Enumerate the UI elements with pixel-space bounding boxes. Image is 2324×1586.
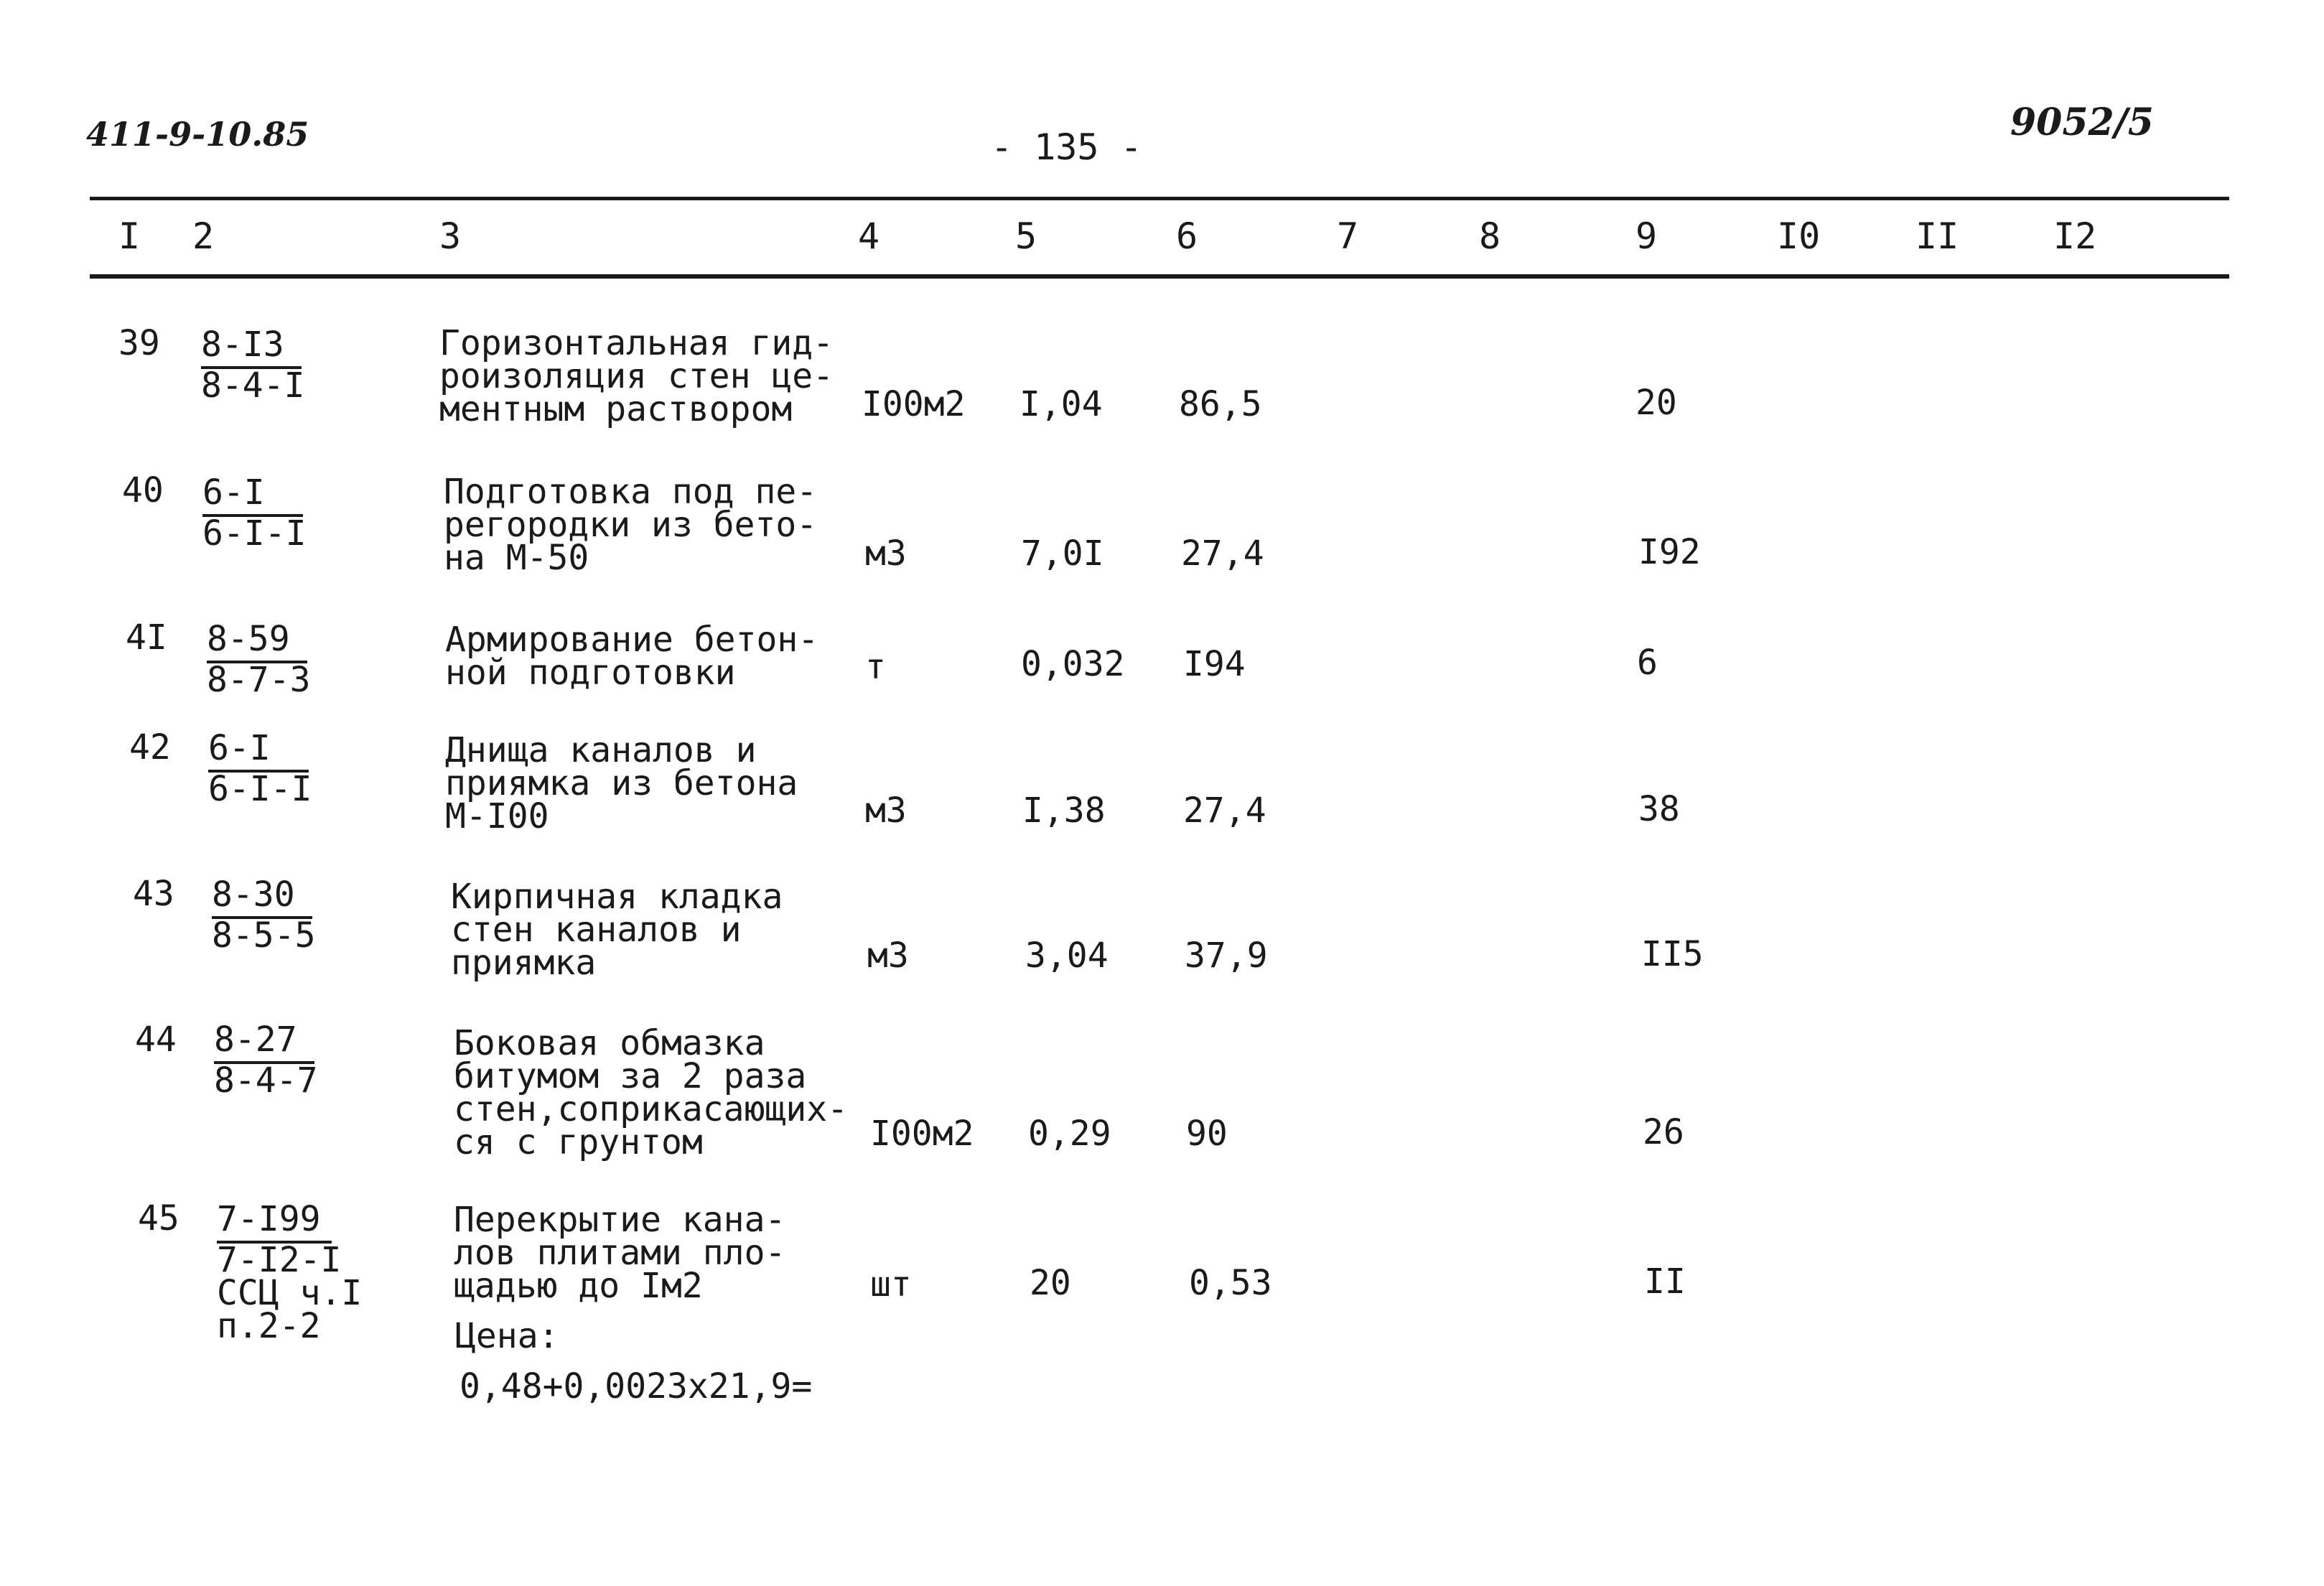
column-header: I2: [2053, 215, 2097, 257]
price-formula: 0,48+0,0023x21,9=: [459, 1366, 813, 1407]
norm-code-top: 6-I: [202, 472, 303, 517]
description-line: на М-50: [444, 538, 589, 578]
col9-cell: II: [1644, 1261, 1686, 1302]
unit-cell: т: [865, 647, 886, 687]
description-line: щадью до Iм2: [454, 1266, 703, 1306]
norm-code: [208, 728, 312, 809]
column-header: 3: [439, 215, 462, 257]
column-header: I: [118, 215, 141, 257]
row-number: 45: [138, 1198, 179, 1239]
norm-code-top: 8-59: [207, 619, 307, 663]
description-line: регородки из бето-: [444, 505, 818, 545]
row-number: 44: [135, 1020, 177, 1060]
norm-code: [212, 874, 316, 956]
row-number: 40: [122, 470, 164, 510]
col9-cell: 6: [1637, 643, 1658, 683]
header-rule-top: [90, 197, 2229, 200]
work-description: [439, 323, 834, 429]
row-number: 39: [118, 323, 160, 363]
description-line: ной подготовки: [445, 653, 736, 693]
description-line: стен каналов и: [451, 910, 742, 950]
column-header: II: [1915, 215, 1959, 257]
norm-code-line: ССЦ ч.I: [217, 1273, 363, 1313]
norm-code-top: 6-I: [208, 728, 309, 773]
quantity-cell: 7,0I: [1021, 533, 1104, 574]
column-header: 7: [1337, 215, 1359, 257]
column-header: 9: [1635, 215, 1658, 257]
page-number: - 135 -: [991, 126, 1142, 168]
description-line: ся с грунтом: [454, 1122, 703, 1162]
norm-code: [201, 325, 305, 406]
row-number: 43: [133, 874, 174, 914]
quantity-cell: I,38: [1022, 790, 1106, 831]
description-line: стен,соприкасающих-: [454, 1089, 849, 1129]
unit-cell: I00м2: [870, 1114, 974, 1154]
description-line: Кирпичная кладка: [451, 877, 783, 917]
norm-code-line: 8-4-7: [214, 1060, 318, 1101]
unit-cell: м3: [865, 533, 907, 574]
sheet-reference: 9052/5: [2010, 101, 2154, 144]
norm-code-top: 8-27: [214, 1020, 314, 1064]
description-line: лов плитами пло-: [454, 1233, 786, 1273]
work-description: [445, 620, 819, 693]
description-line: Днища каналов и: [445, 730, 757, 770]
col9-cell: 38: [1638, 789, 1680, 829]
norm-code-top: 7-I99: [217, 1199, 332, 1244]
price-cell: 27,4: [1181, 533, 1264, 574]
column-header: I0: [1777, 215, 1821, 257]
norm-code-line: 7-I2-I: [217, 1240, 342, 1280]
column-header: 5: [1015, 215, 1037, 257]
column-header: 8: [1479, 215, 1501, 257]
column-header: 6: [1176, 215, 1198, 257]
norm-code: [202, 472, 307, 554]
unit-cell: I00м2: [862, 384, 966, 424]
price-cell: 90: [1186, 1114, 1228, 1154]
unit-cell: шт: [870, 1264, 912, 1305]
price-note: Цена:: [455, 1316, 559, 1356]
description-line: Подготовка под пе-: [444, 472, 818, 512]
description-line: Армирование бетон-: [445, 620, 819, 660]
description-line: приямка из бетона: [445, 763, 798, 803]
price-cell: 0,53: [1189, 1263, 1272, 1303]
description-line: Боковая обмазка: [454, 1023, 765, 1063]
norm-code: [217, 1199, 363, 1346]
work-description: [451, 877, 783, 983]
description-line: ментным раствором: [439, 389, 793, 429]
norm-code-top: 8-I3: [201, 325, 302, 369]
unit-cell: м3: [865, 790, 907, 831]
description-line: Горизонтальная гид-: [439, 323, 834, 363]
norm-code-top: 8-30: [212, 874, 312, 919]
unit-cell: м3: [867, 936, 909, 976]
row-number: 42: [129, 727, 171, 768]
work-description: [444, 472, 818, 578]
norm-code-line: 8-4-I: [201, 365, 305, 406]
col9-cell: II5: [1641, 934, 1704, 974]
norm-code: [207, 619, 311, 700]
description-line: битумом за 2 раза: [454, 1056, 807, 1096]
quantity-cell: 0,032: [1021, 644, 1125, 684]
description-line: приямка: [451, 943, 597, 983]
work-description: [454, 1023, 849, 1162]
price-cell: 37,9: [1185, 936, 1268, 976]
price-cell: 86,5: [1179, 384, 1262, 424]
work-description: [454, 1200, 786, 1306]
description-line: М-I00: [445, 796, 549, 836]
norm-code-line: 8-7-3: [207, 660, 311, 700]
description-line: роизоляция стен це-: [439, 356, 834, 396]
price-cell: 27,4: [1183, 790, 1266, 831]
norm-code-line: п.2-2: [217, 1306, 321, 1346]
price-cell: I94: [1183, 644, 1246, 684]
header-rule-bottom: [90, 274, 2229, 279]
col9-cell: 26: [1643, 1112, 1684, 1152]
quantity-cell: 20: [1030, 1263, 1071, 1303]
col9-cell: I92: [1638, 532, 1701, 572]
norm-code-line: 8-5-5: [212, 915, 316, 956]
description-line: Перекрытие кана-: [454, 1200, 786, 1240]
work-description: [445, 730, 798, 836]
norm-code: [214, 1020, 318, 1101]
column-header: 4: [858, 215, 880, 257]
quantity-cell: 0,29: [1028, 1114, 1111, 1154]
norm-code-line: 6-I-I: [208, 769, 312, 809]
quantity-cell: 3,04: [1025, 936, 1109, 976]
column-header: 2: [192, 215, 215, 257]
row-number: 4I: [126, 617, 167, 658]
quantity-cell: I,04: [1019, 384, 1103, 424]
norm-code-line: 6-I-I: [202, 513, 307, 554]
col9-cell: 20: [1635, 383, 1677, 423]
document-code: 411-9-10.85: [86, 115, 309, 154]
